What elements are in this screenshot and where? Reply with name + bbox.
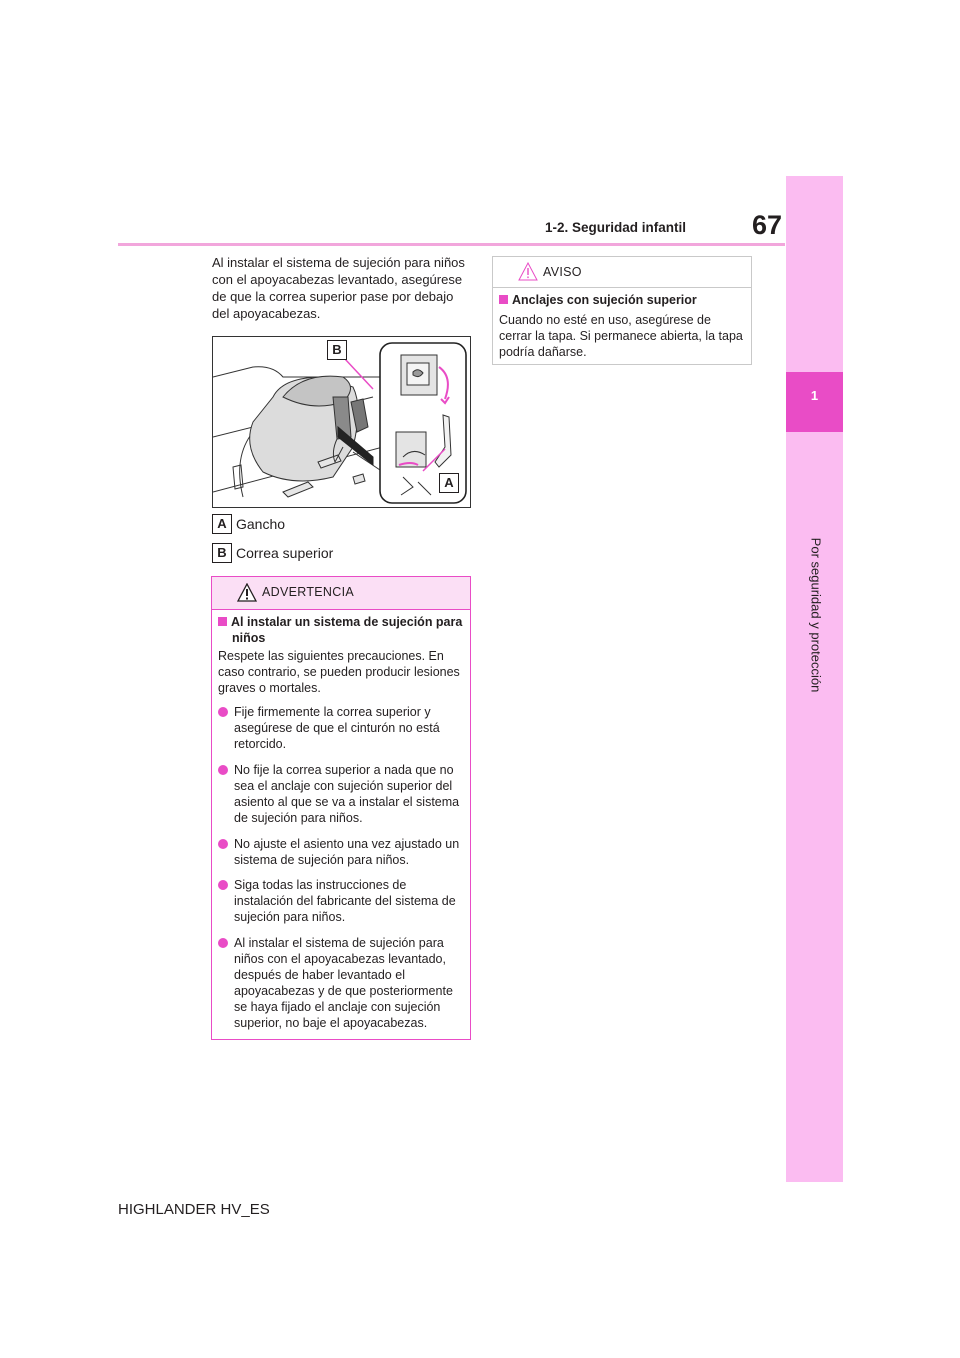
warning-item: Siga todas las instrucciones de instalación del fabricante del sistema de sujeción para niños. bbox=[218, 877, 466, 925]
notice-box bbox=[492, 256, 752, 365]
bullet-icon bbox=[218, 765, 228, 775]
square-bullet-icon bbox=[218, 617, 227, 626]
seat-illustration bbox=[212, 336, 471, 508]
section-title: 1-2. Seguridad infantil bbox=[545, 220, 687, 235]
bullet-icon bbox=[218, 839, 228, 849]
notice-triangle-icon bbox=[518, 262, 538, 281]
intro-paragraph: Al instalar el sistema de sujeción para niños con el apoyacabezas levantado, asegúrese de que la correa superior pase por debajo del apoyacabezas. bbox=[212, 255, 465, 321]
notice-title: AVISO bbox=[543, 265, 582, 279]
warning-item: No fije la correa superior a nada que no sea el anclaje con sujeción superior del asiento al que se va a instalar el sistema de sujeción para niños. bbox=[218, 762, 466, 826]
warning-box bbox=[211, 576, 471, 1040]
page-number: 67 bbox=[751, 210, 782, 240]
callout-b: B bbox=[327, 340, 347, 360]
child-seat-diagram bbox=[213, 337, 470, 507]
legend-key-b: B bbox=[212, 543, 232, 563]
warning-header bbox=[212, 577, 470, 610]
square-bullet-icon bbox=[499, 295, 508, 304]
legend-item-b bbox=[212, 543, 333, 563]
warning-triangle-icon bbox=[237, 583, 257, 602]
bullet-icon bbox=[218, 880, 228, 890]
chapter-title: Por seguridad y protección bbox=[808, 537, 824, 693]
warning-item: Fije firmemente la correa superior y asegúrese de que el cinturón no está retorcido. bbox=[218, 704, 466, 752]
warning-title: ADVERTENCIA bbox=[262, 585, 354, 599]
legend-label-b: Correa superior bbox=[236, 545, 334, 561]
warning-intro: Respete las siguientes precauciones. En caso contrario, se pueden producir lesiones graves o mortales. bbox=[218, 649, 460, 695]
callout-a: A bbox=[439, 473, 459, 493]
bullet-icon bbox=[218, 938, 228, 948]
footer-model: HIGHLANDER HV_ES bbox=[118, 1201, 270, 1218]
notice-heading: Anclajes con sujeción superior bbox=[499, 292, 747, 308]
header-rule bbox=[118, 243, 785, 246]
warning-item: No ajuste el asiento una vez ajustado un sistema de sujeción para niños. bbox=[218, 836, 466, 868]
legend-label-a: Gancho bbox=[236, 516, 286, 532]
warning-item: Al instalar el sistema de sujeción para niños con el apoyacabezas levantado, después de haber levantado el apoyacabezas y de que posteriormente se haya fijado el anclaje con sujeción superior, no baje el apoyacabezas. bbox=[218, 935, 466, 1031]
legend-item-a bbox=[212, 514, 285, 534]
legend-key-a: A bbox=[212, 514, 232, 534]
notice-text: Cuando no esté en uso, asegúrese de cerrar la tapa. Si permanece abierta, la tapa podría dañarse. bbox=[499, 313, 743, 359]
bullet-icon bbox=[218, 707, 228, 717]
warning-heading: Al instalar un sistema de sujeción para niños bbox=[218, 614, 480, 646]
chapter-number: 1 bbox=[810, 388, 819, 403]
notice-header bbox=[493, 257, 751, 288]
